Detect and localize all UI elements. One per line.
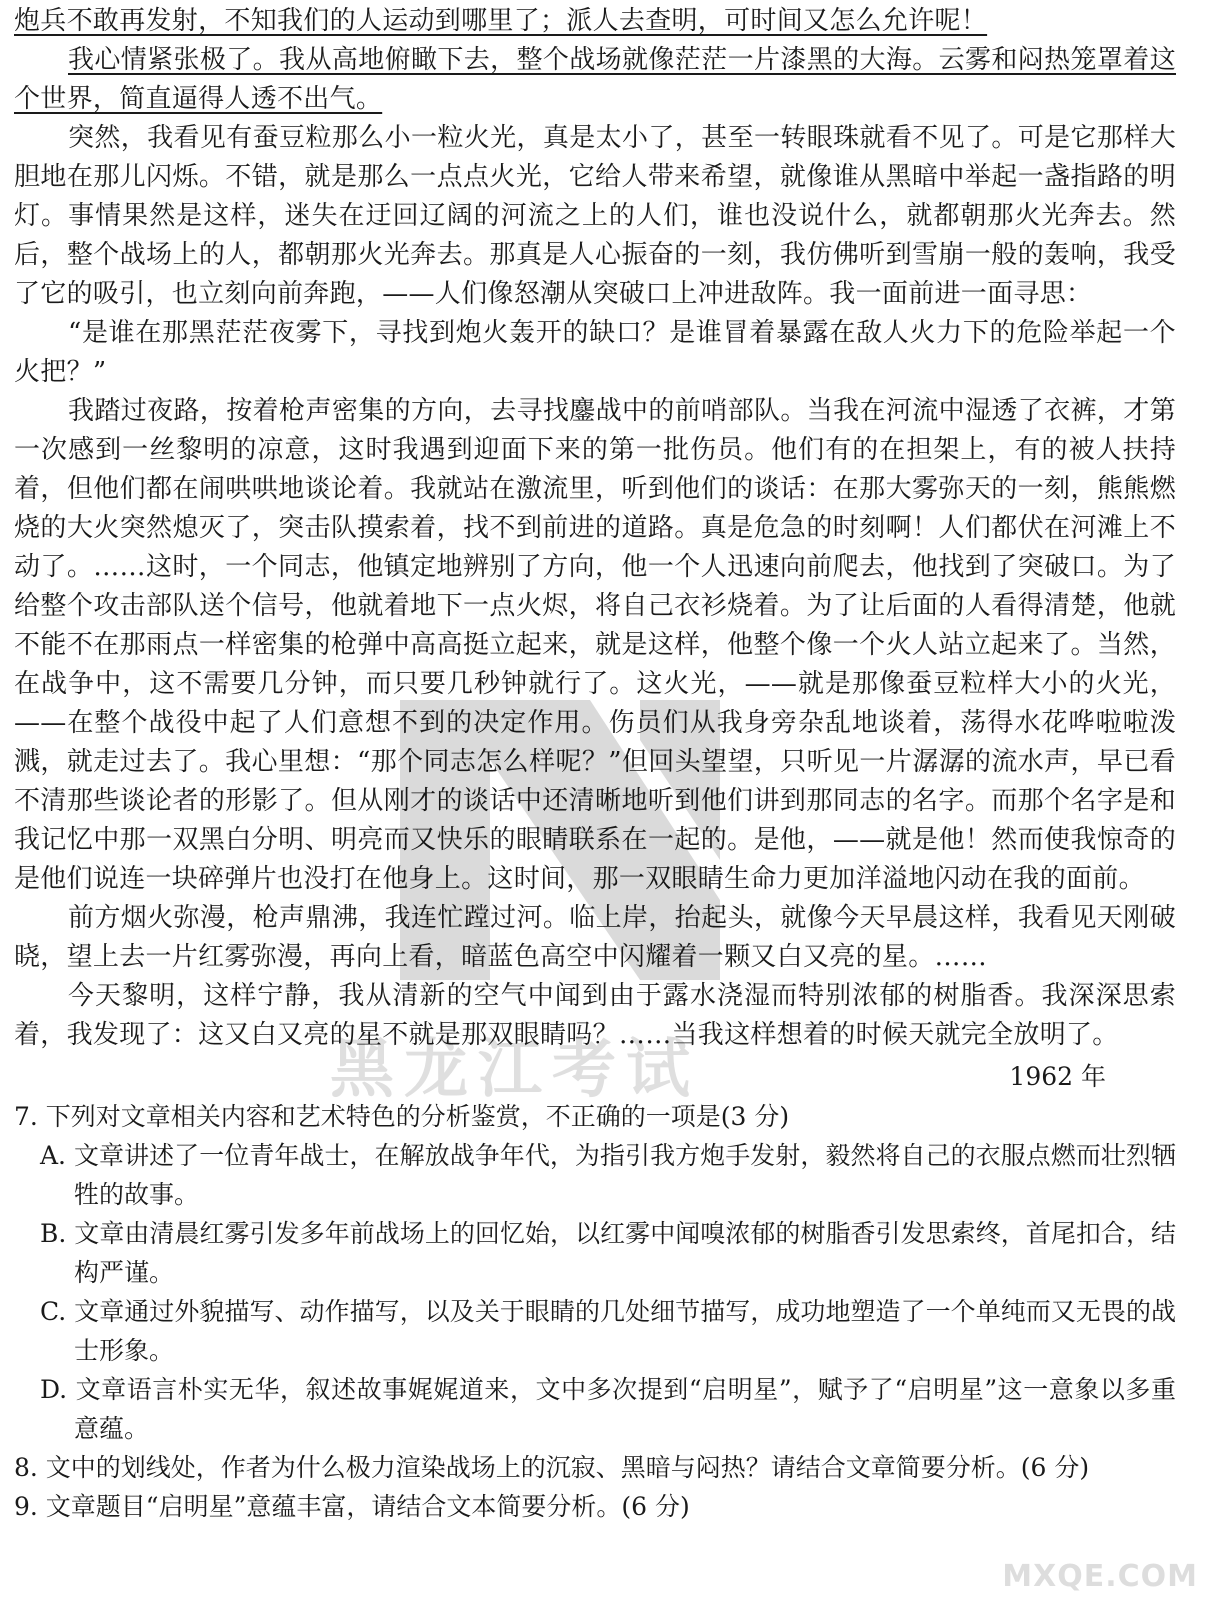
- question-7-option-b: B. 文章由清晨红雾引发多年前战场上的回忆始，以红雾中闻嗅浓郁的树脂香引发思索终，首尾扣合，结构严谨。: [40, 1219, 1176, 1287]
- article-paragraph-5: 我踏过夜路，按着枪声密集的方向，去寻找鏖战中的前哨部队。当我在河流中湿透了衣裤，才第一次感到一丝黎明的凉意，这时我遇到迎面下来的第一批伤员。他们有的在担架上，有的被人扶持着，但他们都在闹哄哄地谈论着。我就站在激流里，听到他们的谈话：在那大雾弥天的一刻，熊熊燃烧的大火突然熄灭了，突击队摸索着，找不到前进的道路。真是危急的时刻啊！人们都伏在河滩上不动了。……这时，一个同志，他镇定地辨别了方向，他一个人迅速向前爬去，他找到了突破口。为了给整个攻击部队送个信号，他就着地下一点火烬，将自己衣衫烧着。为了让后面的人看得清楚，他就不能不在那雨点一样密集的枪弹中高高挺立起来，就是这样，他整个像一个火人站立起来了。当然，在战争中，这不需要几分钟，而只要几秒钟就行了。这火光，——就是那像蚕豆粒样大小的火光，——在整个战役中起了人们意想不到的决定作用。伤员们从我身旁杂乱地谈着，荡得水花哗啦啦泼溅，就走过去了。我心里想：“那个同志怎么样呢？”但回头望望，只听见一片潺潺的流水声，早已看不清那些谈论者的形影了。但从刚才的谈话中还清晰地听到他们讲到那同志的名字。而那个名字是和我记忆中那一双黑白分明、明亮而又快乐的眼睛联系在一起的。是他，——就是他！然而使我惊奇的是他们说连一块碎弹片也没打在他身上。这时间，那一双眼睛生命力更加洋溢地闪动在我的面前。: [14, 396, 1176, 894]
- article-paragraph-3: 突然，我看见有蚕豆粒那么小一粒火光，真是太小了，甚至一转眼珠就看不见了。可是它那样大胆地在那儿闪烁。不错，就是那么一点点火光，它给人带来希望，就像谁从黑暗中举起一盏指路的明灯。事情果然是这样，迷失在迂回辽阔的河流之上的人们，谁也没说什么，就都朝那火光奔去。然后，整个战场上的人，都朝那火光奔去。那真是人心振奋的一刻，我仿佛听到雪崩一般的轰响，我受了它的吸引，也立刻向前奔跑，——人们像怒潮从突破口上冲进敌阵。我一面前进一面寻思：: [14, 123, 1176, 309]
- article-paragraph-1: 炮兵不敢再发射，不知我们的人运动到哪里了；派人去查明，可时间又怎么允许呢！: [14, 6, 988, 36]
- question-9: 9. 文章题目“启明星”意蕴丰富，请结合文本简要分析。(6 分): [14, 1492, 690, 1521]
- article-paragraph-6: 前方烟火弥漫，枪声鼎沸，我连忙蹚过河。临上岸，抬起头，就像今天早晨这样，我看见天刚破晓，望上去一片红雾弥漫，再向上看，暗蓝色高空中闪耀着一颗又白又亮的星。……: [14, 903, 1176, 972]
- question-7-option-c: C. 文章通过外貌描写、动作描写，以及关于眼睛的几处细节描写，成功地塑造了一个单纯而又无畏的战士形象。: [40, 1297, 1176, 1365]
- question-8: 8. 文中的划线处，作者为什么极力渲染战场上的沉寂、黑暗与闷热？请结合文章简要分析。(6 分): [14, 1453, 1090, 1482]
- article-paragraph-7: 今天黎明，这样宁静，我从清新的空气中闻到由于露水浇湿而特别浓郁的树脂香。我深深思索着，我发现了：这又白又亮的星不就是那双眼睛吗？……当我这样想着的时候天就完全放明了。: [14, 981, 1176, 1050]
- question-7-option-d: D. 文章语言朴实无华，叙述故事娓娓道来，文中多次提到“启明星”，赋予了“启明星”这一意象以多重意蕴。: [40, 1375, 1176, 1443]
- watermark-text: 黑龙江考试: [330, 1033, 700, 1107]
- corner-watermark: MXQE.COM: [1002, 1559, 1198, 1594]
- article-paragraph-4-quote: “是谁在那黑茫茫夜雾下，寻找到炮火轰开的缺口？是谁冒着暴露在敌人火力下的危险举起一个火把？”: [14, 318, 1176, 387]
- question-7-option-a: A. 文章讲述了一位青年战士，在解放战争年代，为指引我方炮手发射，毅然将自己的衣服点燃而壮烈牺牲的故事。: [40, 1141, 1176, 1209]
- question-7-stem: 7. 下列对文章相关内容和艺术特色的分析鉴赏，不正确的一项是(3 分): [14, 1102, 790, 1131]
- article-paragraph-2-underlined: 我心情紧张极了。我从高地俯瞰下去，整个战场就像茫茫一片漆黑的大海。云雾和闷热笼罩着这个世界，简直逼得人透不出气。: [14, 45, 1176, 114]
- article-date: 1962 年: [1009, 1062, 1106, 1091]
